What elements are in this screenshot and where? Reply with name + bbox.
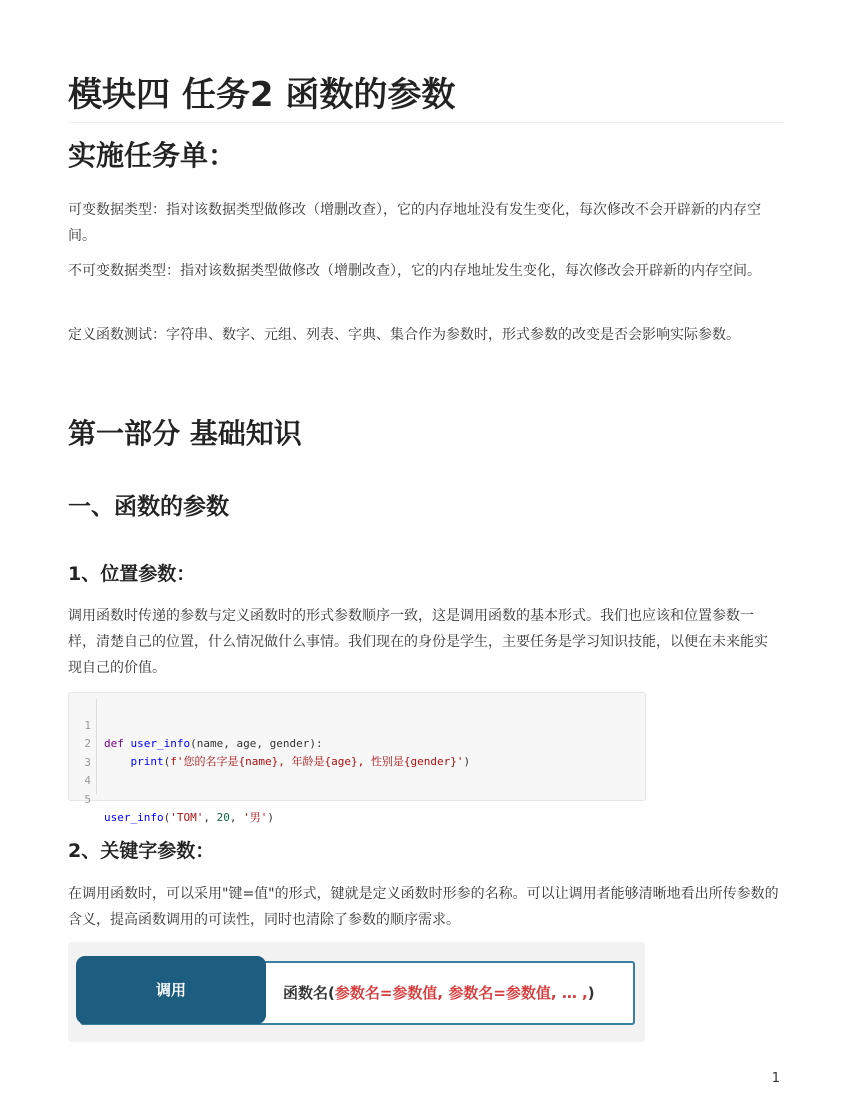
keyword-call-diagram <box>68 942 645 1042</box>
code-line <box>69 699 323 750</box>
diagram-label: 调用 <box>76 956 266 1024</box>
code-text: user_info('TOM', 20, '男') <box>104 811 274 824</box>
line-number: 4 <box>84 774 91 787</box>
positional-heading: 1、位置参数： <box>68 563 196 585</box>
part-heading: 第一部分 基础知识 <box>68 417 302 450</box>
positional-text: 调用函数时传递的参数与定义函数时的形式参数顺序一致，这是调用函数的基本形式。我们也应该和位置参数一样，清楚自己的位置，什么情况做什么事情。我们现在的身份是学生，主要任务是学习知识技能，以便在未来能实现自己的价值。 <box>68 608 768 676</box>
keyword-text: 在调用函数时，可以采用"键=值"的形式，键就是定义函数时形参的名称。可以让调用者能够清晰地看出所传参数的含义，提高函数调用的可读性，同时也清除了参数的顺序需求。 <box>68 886 779 928</box>
code-line <box>69 736 109 769</box>
line-number: 1 <box>84 719 91 732</box>
diagram-syntax: 函数名(参数名=参数值, 参数名=参数值, … ,) <box>283 984 595 1002</box>
task-sheet-heading: 实施任务单： <box>68 139 237 172</box>
task-paragraph-immutable: 不可变数据类型：指对该数据类型做修改（增删改查），它的内存地址发生变化，每次修改会开辟新的内存空间。 <box>68 263 761 279</box>
keyword-heading: 2、关键字参数： <box>68 840 215 862</box>
code-line <box>69 773 274 824</box>
line-number: 5 <box>84 793 91 806</box>
task-paragraph-mutable: 可变数据类型：指对该数据类型做修改（增删改查），它的内存地址没有发生变化，每次修改不会开辟新的内存空间。 <box>68 202 761 244</box>
page-title: 模块四 任务2 函数的参数 <box>68 72 784 123</box>
code-text: print(f'您的名字是{name}, 年龄是{age}, 性别是{gender}') <box>130 755 471 768</box>
line-number: 2 <box>84 737 91 750</box>
code-line <box>69 754 109 787</box>
page-number: 1 <box>771 1071 780 1086</box>
section-heading: 一、函数的参数 <box>68 494 229 520</box>
code-text: def user_info(name, age, gender): <box>104 737 323 750</box>
code-block <box>68 692 646 824</box>
task-paragraph-test: 定义函数测试：字符串、数字、元组、列表、字典、集合作为参数时，形式参数的改变是否会影响实际参数。 <box>68 327 740 343</box>
line-number: 3 <box>84 756 91 769</box>
